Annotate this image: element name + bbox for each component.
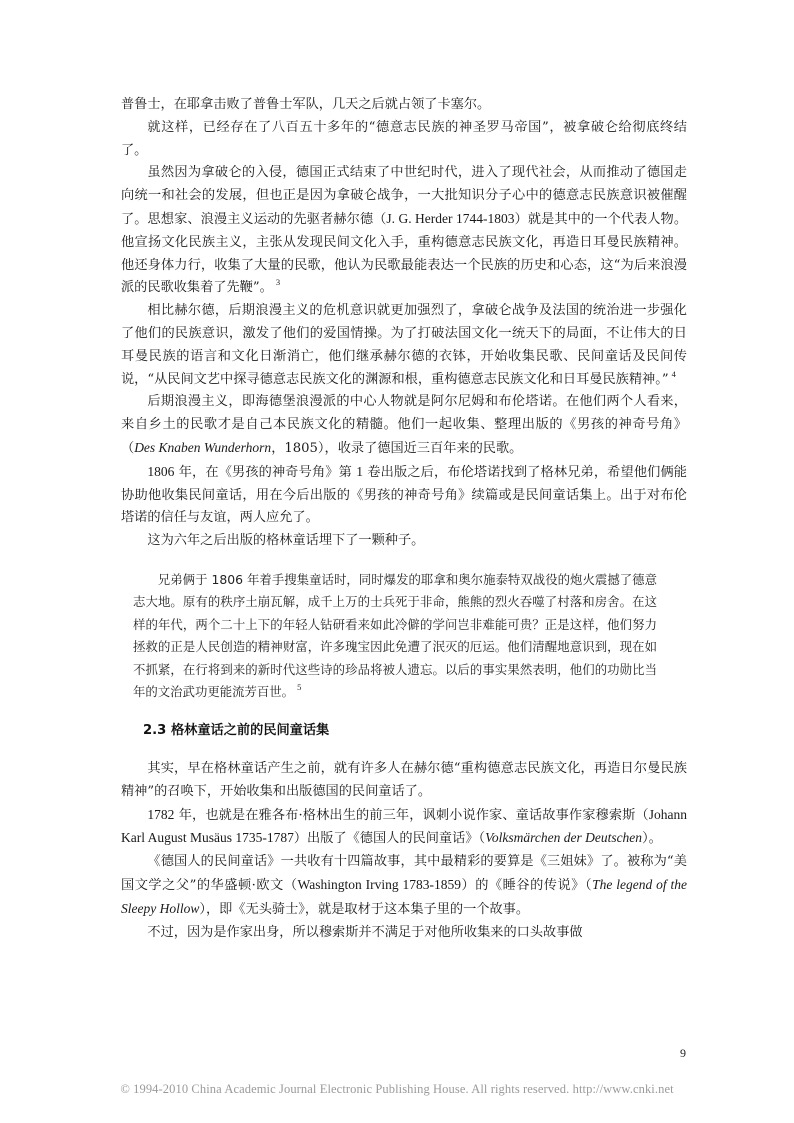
block-quote — [121, 569, 687, 704]
volksmaerchen-title: Volksmärchen der Deutschen — [485, 830, 643, 846]
herder-name-latin: J. G. Herder 1744-1803 — [386, 210, 515, 226]
quote-paragraph — [133, 569, 657, 704]
paragraph-3-text-b: ）就是其中的一个代表人物。他宣扬文化民族主义，主张从发现民间文化入手，重构德意志民族文化，再造日耳曼民族精神。他还身体力行，收集了大量的民歌，他认为民歌最能表达一个民族的历史和心态，这“为后来浪漫派的民歌收集着了先鞭”。 — [121, 211, 688, 296]
copyright-footer: © 1994-2010 China Academic Journal Electronic Publishing House. All rights reserved. http://www.cnki.net — [120, 1082, 674, 1096]
year-1806: 1806 — [147, 463, 175, 479]
paragraph-9-text-c: ）。 — [642, 831, 662, 847]
wunderhorn-title: Des Knaben Wunderhorn — [134, 439, 272, 455]
section-title: 格林童话之前的民间童话集 — [170, 722, 330, 738]
footnote-ref-4: 4 — [671, 368, 676, 379]
paragraph-11 — [121, 922, 687, 945]
paragraph-5-text-b: ，1805），收录了德国近三百年来的民歌。 — [271, 440, 523, 456]
paragraph-8-text: 其实，早在格林童话产生之前，就有许多人在赫尔德“重构德意志民族文化，再造日尔曼民族精神”的召唤下，开始收集和出版德国的民间童话了。 — [121, 760, 687, 799]
paragraph-10-text-b: ）的《睡谷的传说》（ — [461, 877, 593, 893]
paragraph-10-text-a: 《德国人的民间童话》一共收有十四篇故事，其中最精彩的要算是《三姐妹》了。被称为“美国文学之父”的华盛顿·欧文（ — [121, 854, 687, 893]
paragraph-6 — [121, 461, 687, 530]
footnote-ref-3: 3 — [275, 277, 281, 288]
paragraph-3 — [121, 162, 687, 300]
paragraph-7 — [121, 530, 687, 553]
paragraph-7-text: 这为六年之后出版的格林童话埋下了一颗种子。 — [147, 533, 425, 549]
section-number: 2.3 — [143, 722, 167, 738]
paragraph-9-text-b: ）出版了《德国人的民间童话》（ — [293, 831, 486, 847]
paragraph-4-text: 相比赫尔德，后期浪漫主义的危机意识就更加强烈了，拿破仑战争及法国的统治进一步强化了他们的民族意识，激发了他们的爱国情操。为了打破法国文化一统天下的局面，不让伟大的日耳曼民族的语言和文化日渐消亡，他们继承赫尔德的衣钵，开始收集民歌、民间童话及民间传说，“从民间文艺中探寻德意志民族文化的渊源和根，重构德意志民族文化和日耳曼民族精神。” — [121, 303, 687, 387]
sleepy-hollow-title: The legend of the Sleepy Hollow — [121, 876, 687, 916]
footnote-ref-5: 5 — [297, 682, 302, 693]
body-text — [121, 94, 687, 944]
paragraph-2 — [121, 117, 687, 163]
paragraph-1-text: 普鲁士，在耶拿击败了普鲁士军队，几天之后就占领了卡塞尔。 — [121, 97, 491, 112]
quote-text: 兄弟俩于 1806 年着手搜集童话时，同时爆发的耶拿和奥尔施泰特双战役的炮火震撼了德意志大地。原有的秩序土崩瓦解，成千上万的士兵死于非命，熊熊的烈火吞噬了村落和房舍。在这样的年代，两个二十上下的年轻人钻研看来如此冷僻的学问岂非难能可贵？正是这样，他们努力拯救的正是人民创造的精神财富，许多瑰宝因此免遭了泯灭的厄运。他们清醒地意识到，现在如不抓紧，在行将到来的新时代这些诗的珍品将被人遗忘。以后的事实果然表明，他们的功勋比当年的文治武功更能流芳百世。 — [133, 571, 657, 700]
section-heading — [121, 720, 687, 742]
irving-name-latin: Washington Irving 1783-1859 — [297, 876, 461, 892]
paragraph-6-text-b: 卷出版之后，布伦塔诺找到了格林兄弟，希望他们俩能协助他收集民间童话，用在今后出版的《男孩的神奇号角》续篇或是民间童话集上。出于对布伦塔诺的信任与友谊，两人应允了。 — [121, 464, 687, 526]
year-1782: 1782 — [147, 806, 175, 822]
musaeus-name-latin: Johann Karl August Musäus 1735-1787 — [121, 806, 687, 846]
paragraph-2-text: 就这样，已经存在了八百五十多年的“德意志民族的神圣罗马帝国”，被拿破仑给彻底终结了。 — [121, 119, 687, 158]
paragraph-1 — [121, 94, 687, 117]
paragraph-9-text-a: 年，也就是在雅各布·格林出生的前三年，讽刺小说作家、童话故事作家穆索斯（ — [174, 807, 649, 823]
paragraph-4 — [121, 300, 687, 391]
paragraph-9 — [121, 804, 687, 852]
paragraph-8 — [121, 758, 687, 804]
paragraph-10-text-c: ），即《无头骑士》，就是取材于这本集子里的一个故事。 — [199, 901, 530, 917]
paragraph-6-text-a: 年，在《男孩的神奇号角》第 — [174, 464, 357, 480]
paragraph-11-text: 不过，因为是作家出身，所以穆索斯并不满足于对他所收集来的口头故事做 — [147, 924, 583, 940]
paragraph-5-text-a: 后期浪漫主义，即海德堡浪漫派的中心人物就是阿尔尼姆和布伦塔诺。在他们两个人看来，来自乡土的民歌才是自己本民族文化的精髓。他们一起收集、整理出版的《男孩的神奇号角》（ — [121, 394, 687, 456]
paragraph-3-text-a: 虽然因为拿破仑的入侵，德国正式结束了中世纪时代，进入了现代社会，从而推动了德国走向统一和社会的发展，但也正是因为拿破仑战争，一大批知识分子心中的德意志民族意识被催醒了。思想家、浪漫主义运动的先驱者赫尔德（ — [121, 165, 687, 227]
paragraph-5 — [121, 391, 687, 460]
paragraph-10 — [121, 851, 687, 921]
volume-number: 1 — [356, 463, 364, 479]
page-number: 9 — [680, 1046, 686, 1060]
